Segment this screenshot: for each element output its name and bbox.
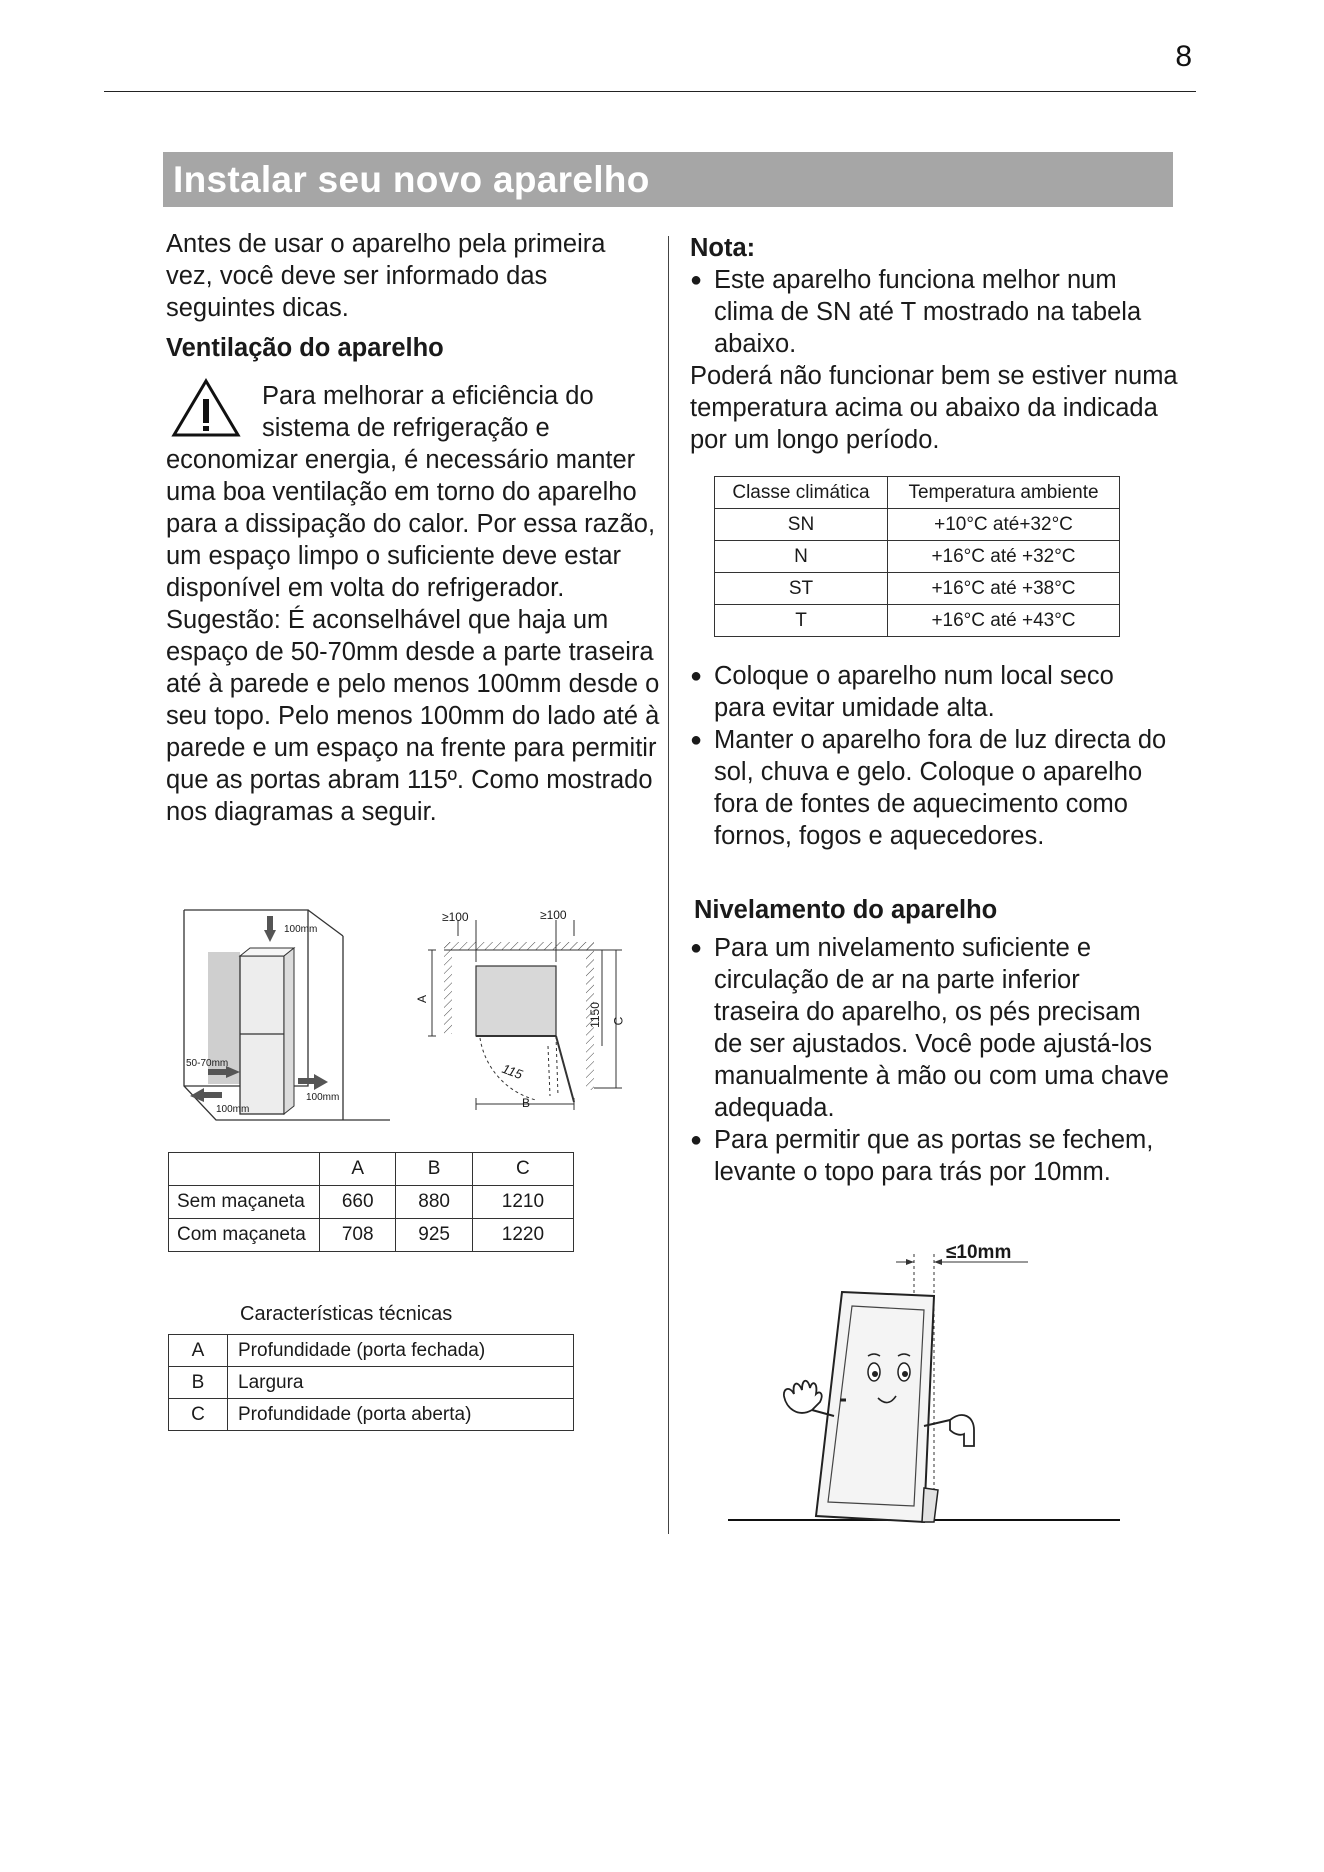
table-cell: 925	[396, 1219, 472, 1252]
table-header-row	[169, 1153, 574, 1186]
table-row	[169, 1335, 574, 1367]
bullet-icon: ●	[690, 937, 703, 959]
table-row	[169, 1186, 574, 1219]
table-cell: 880	[396, 1186, 472, 1219]
table-cell: SN	[715, 509, 888, 541]
note-bullet-text: Este aparelho funciona melhor num clima de SN até T mostrado na tabela abaixo.	[714, 266, 1142, 358]
list-item	[690, 1124, 1170, 1188]
room-label-side-left: 100mm	[216, 1104, 250, 1115]
plan-label-c: C	[611, 1016, 626, 1026]
specs-table	[168, 1334, 574, 1431]
room-label-top: 100mm	[284, 924, 318, 935]
intro-paragraph: Antes de usar o aparelho pela primeira vez, você deve ser informado das seguintes dicas.	[166, 230, 606, 322]
table-cell: +16°C até +38°C	[888, 573, 1120, 605]
table-row	[715, 573, 1120, 605]
table-header-cell: A	[320, 1153, 396, 1186]
table-header-cell: B	[396, 1153, 472, 1186]
table-row	[715, 509, 1120, 541]
table-cell: T	[715, 605, 888, 637]
table-cell: A	[169, 1335, 228, 1367]
table-cell: +16°C até +43°C	[888, 605, 1120, 637]
leveling-heading: Nivelamento do aparelho	[694, 896, 998, 924]
bullet-icon: ●	[690, 1129, 703, 1151]
table-cell: 1210	[472, 1186, 573, 1219]
specs-caption: Características técnicas	[240, 1303, 453, 1325]
climate-table	[714, 476, 1120, 637]
dimensions-table	[168, 1152, 574, 1252]
table-cell: Com maçaneta	[169, 1219, 320, 1252]
note-bullet	[690, 264, 1180, 360]
ventilation-heading: Ventilação do aparelho	[166, 334, 444, 362]
note-text: Poderá não funcionar bem se estiver numa temperatura acima ou abaixo da indicada por um longo período.	[690, 362, 1178, 454]
list-item	[690, 660, 1170, 724]
warning-icon	[170, 377, 242, 444]
header-rule	[104, 91, 1196, 92]
table-cell: N	[715, 541, 888, 573]
table-header-cell: Classe climática	[715, 477, 888, 509]
bullet-icon: ●	[690, 729, 703, 751]
plan-label-b: B	[522, 1096, 531, 1110]
plan-label-115: 115	[500, 1060, 525, 1083]
table-row	[715, 541, 1120, 573]
table-cell: Largura	[228, 1367, 574, 1399]
table-cell: +16°C até +32°C	[888, 541, 1120, 573]
table-cell: Profundidade (porta aberta)	[228, 1399, 574, 1431]
bullet-icon: ●	[690, 665, 703, 687]
table-header-cell: C	[472, 1153, 573, 1186]
room-label-side-right: 100mm	[306, 1092, 340, 1103]
warning-text-body: economizar energia, é necessário manter uma boa ventilação em torno do aparelho para a dissipação do calor. Por essa razão, um espaço limpo o suficiente deve estar disponível em volta do refrigerador. Sugestão: É aconselhável que haja um espaço de 50-70mm desde a parte traseira até à parede e pelo menos 100mm desde o seu topo. Pelo menos 100mm do lado até à parede e um espaço na frente para permitir que as portas abram 115º. Como mostrado nos diagramas a seguir.	[166, 446, 660, 826]
plan-label-1150: 1150	[587, 1002, 602, 1028]
table-row	[169, 1219, 574, 1252]
plan-label-a: A	[415, 994, 430, 1004]
table-cell: 708	[320, 1219, 396, 1252]
section-title: Instalar seu novo aparelho	[163, 152, 1173, 207]
table-cell: ST	[715, 573, 888, 605]
bullet-icon: ●	[690, 269, 703, 291]
table-cell: +10°C até+32°C	[888, 509, 1120, 541]
list-item-text: Coloque o aparelho num local seco para evitar umidade alta.	[714, 662, 1114, 722]
room-label-back: 50-70mm	[186, 1058, 229, 1069]
list-item	[690, 932, 1170, 1124]
column-divider	[668, 236, 669, 1534]
table-cell: 660	[320, 1186, 396, 1219]
table-header-cell: Temperatura ambiente	[888, 477, 1120, 509]
table-cell: B	[169, 1367, 228, 1399]
list-item	[690, 724, 1170, 852]
table-row	[169, 1399, 574, 1431]
table-row	[715, 605, 1120, 637]
plan-label-top-right: ≥100	[540, 908, 567, 922]
table-cell: 1220	[472, 1219, 573, 1252]
table-header-cell	[169, 1153, 320, 1186]
list-item-text: Para um nivelamento suficiente e circulação de ar na parte inferior traseira do aparelho, os pés precisam de ser ajustados. Você pode ajustá-los manualmente à mão ou com uma chave adequada.	[714, 934, 1169, 1122]
tilt-label: ≤10mm	[946, 1242, 1012, 1263]
note-heading: Nota:	[690, 234, 756, 262]
page-number: 8	[1175, 40, 1192, 73]
warning-text-lead: Para melhorar a eficiência do sistema de refrigeração e	[262, 382, 594, 442]
table-cell: C	[169, 1399, 228, 1431]
table-row	[169, 1367, 574, 1399]
list-item-text: Para permitir que as portas se fechem, levante o topo para trás por 10mm.	[714, 1126, 1154, 1186]
plan-label-top-left: ≥100	[442, 910, 469, 924]
table-cell: Profundidade (porta fechada)	[228, 1335, 574, 1367]
list-item-text: Manter o aparelho fora de luz directa do sol, chuva e gelo. Coloque o aparelho fora de fontes de aquecimento como fornos, fogos e aquecedores.	[714, 726, 1167, 850]
table-header-row	[715, 477, 1120, 509]
plan-view-diagram	[415, 906, 640, 1121]
table-cell: Sem maçaneta	[169, 1186, 320, 1219]
tilted-fridge-illustration	[728, 1240, 1128, 1531]
room-clearance-diagram	[178, 906, 396, 1133]
